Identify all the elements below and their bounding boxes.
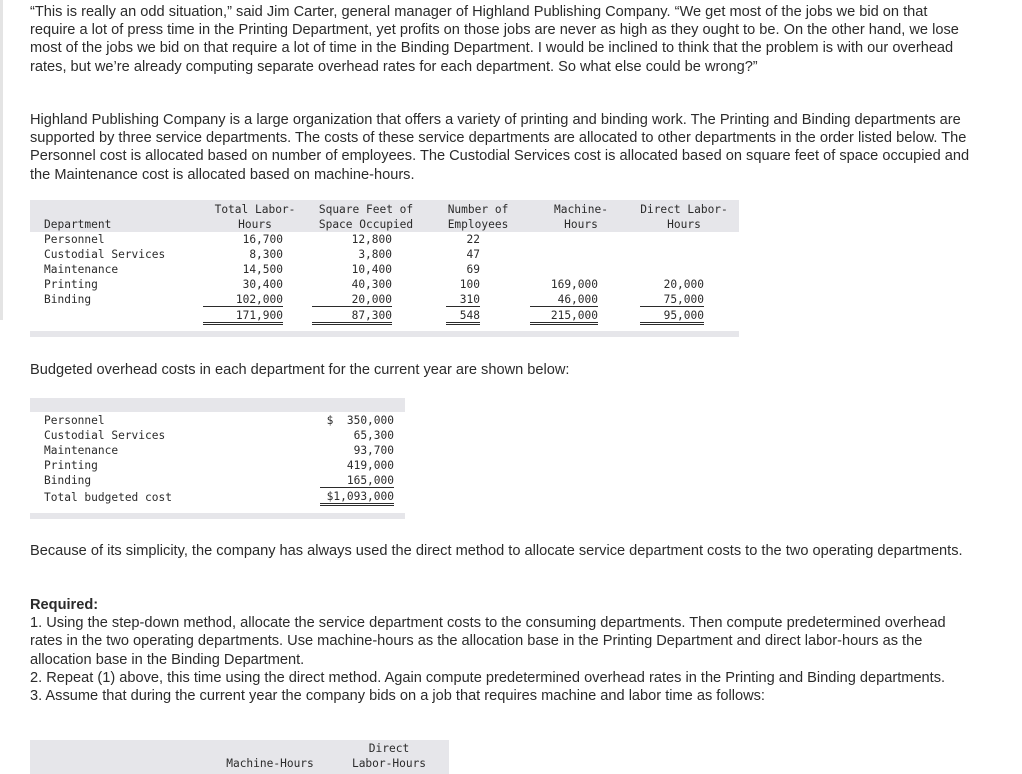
- budget-row-name: Printing: [44, 459, 98, 472]
- job-header-direct-2: Labor-Hours: [351, 757, 427, 770]
- row-employees: 47: [466, 248, 480, 261]
- header-employees-2: Employees: [447, 218, 509, 231]
- row-square-feet: 3,800: [358, 248, 392, 261]
- budget-header-band: [30, 398, 405, 412]
- total-employees: 548: [446, 309, 480, 325]
- header-square-feet-1: Square Feet of: [318, 203, 414, 216]
- row-square-feet: 20,000: [312, 293, 392, 307]
- budget-intro: Budgeted overhead costs in each department for the current year are shown below:: [30, 362, 570, 378]
- required-item-1: 1. Using the step-down method, allocate the service department costs to the consuming departments. Then compute predetermined overhead rates in the two operating departments. Use machine-hours as the allocation base in the Printing Department and direct labor-hours as the allocation base in the Binding Department.: [30, 615, 946, 668]
- header-machine-hours-1: Machine-: [554, 203, 608, 216]
- row-labor-hours: 14,500: [242, 263, 283, 276]
- row-labor-hours: 16,700: [242, 233, 283, 246]
- job-header-machine-hours: Machine-Hours: [226, 757, 314, 770]
- simplicity-paragraph: Because of its simplicity, the company has always used the direct method to allocate service department costs to the two operating departments.: [30, 543, 963, 559]
- header-square-feet-2: Space Occupied: [318, 218, 414, 231]
- header-labor-hours-2: Hours: [238, 218, 272, 231]
- row-machine-hours: 46,000: [530, 293, 598, 307]
- row-square-feet: 10,400: [351, 263, 392, 276]
- left-margin-rule: [0, 0, 3, 320]
- required-section: [30, 596, 975, 705]
- row-name: Custodial Services: [44, 248, 166, 261]
- row-name: Personnel: [44, 233, 105, 246]
- row-direct-labor: 75,000: [640, 293, 704, 307]
- header-labor-hours-1: Total Labor-: [214, 203, 296, 216]
- row-employees: 100: [459, 278, 480, 291]
- intro-paragraph: “This is really an odd situation,” said Jim Carter, general manager of Highland Publishing Company. “We get most of the jobs we bid on that require a lot of press time in the Printing Department, yet profits on those jobs are never as high as they ought to be. On the other hand, we lose most of the jobs we bid on that require a lot of time in the Binding Department. I would be inclined to think that the problem is with our overhead rates, but we’re already computing separate overhead rates for each department. So what else could be wrong?”: [30, 4, 959, 75]
- table-footer-band: [30, 331, 739, 337]
- budget-total-amount: $1,093,000: [320, 490, 394, 506]
- row-direct-labor: 20,000: [663, 278, 704, 291]
- header-direct-labor-2: Hours: [667, 218, 701, 231]
- budget-row-amount: $ 350,000: [326, 414, 394, 427]
- required-heading: Required:: [30, 597, 99, 613]
- budget-footer-band: [30, 513, 405, 519]
- row-labor-hours: 8,300: [249, 248, 283, 261]
- job-header-direct-1: Direct: [368, 742, 410, 755]
- row-employees: 69: [466, 263, 480, 276]
- row-name: Binding: [44, 293, 92, 306]
- budget-row-amount: 93,700: [353, 444, 394, 457]
- required-item-3: 3. Assume that during the current year the company bids on a job that requires machine and labor time as follows:: [30, 688, 765, 705]
- row-square-feet: 40,300: [351, 278, 392, 291]
- row-employees: 22: [466, 233, 480, 246]
- row-name: Printing: [44, 278, 98, 291]
- header-machine-hours-2: Hours: [564, 218, 598, 231]
- budget-total-label: Total budgeted cost: [44, 491, 172, 504]
- header-employees-1: Number of: [447, 203, 509, 216]
- row-machine-hours: 169,000: [550, 278, 598, 291]
- total-labor-hours: 171,900: [203, 309, 283, 325]
- company-paragraph: Highland Publishing Company is a large organization that offers a variety of printing and binding work. The Printing and Binding departments are supported by three service departments. The costs of these service departments are allocated to other departments in the order listed below. The Personnel cost is allocated based on number of employees. The Custodial Services cost is allocated based on square feet of space occupied and the Maintenance cost is allocated based on machine-hours.: [30, 112, 970, 183]
- row-square-feet: 12,800: [351, 233, 392, 246]
- header-department: Department: [44, 218, 112, 231]
- row-name: Maintenance: [44, 263, 119, 276]
- row-employees: 310: [446, 293, 480, 307]
- row-labor-hours: 102,000: [203, 293, 283, 307]
- total-machine-hours: 215,000: [530, 309, 598, 325]
- budget-row-amount: 65,300: [353, 429, 394, 442]
- budget-row-amount: 165,000: [320, 474, 394, 488]
- row-labor-hours: 30,400: [242, 278, 283, 291]
- budget-row-name: Binding: [44, 474, 92, 487]
- budget-row-amount: 419,000: [346, 459, 394, 472]
- budget-row-name: Personnel: [44, 414, 105, 427]
- header-direct-labor-1: Direct Labor-: [640, 203, 728, 216]
- budget-row-name: Maintenance: [44, 444, 119, 457]
- total-square-feet: 87,300: [312, 309, 392, 325]
- budget-row-name: Custodial Services: [44, 429, 166, 442]
- total-direct-labor: 95,000: [640, 309, 704, 325]
- required-item-2: 2. Repeat (1) above, this time using the direct method. Again compute predetermined overhead rates in the Printing and Binding departments.: [30, 669, 946, 686]
